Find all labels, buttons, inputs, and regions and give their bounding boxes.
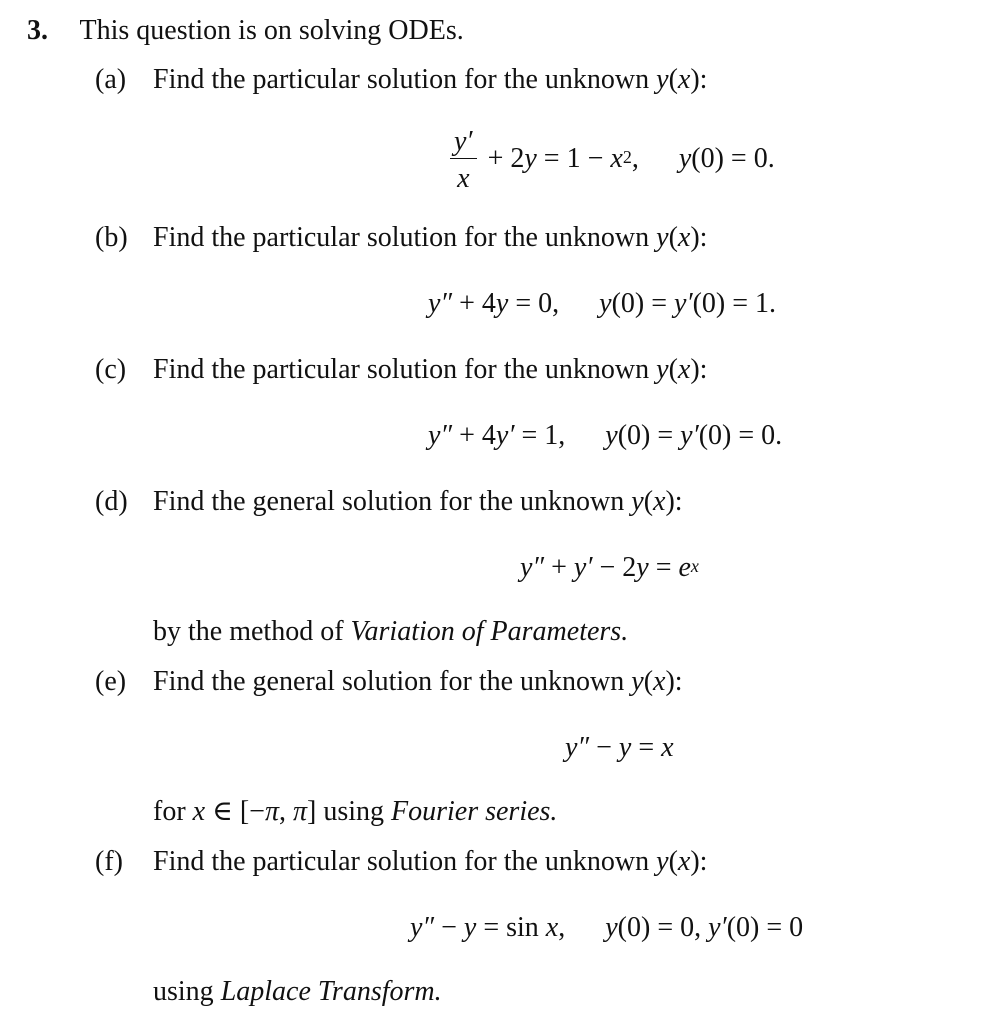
part-e-label: (e) — [95, 666, 127, 697]
part-f-main: y″ − y = sin x, — [410, 912, 566, 943]
part-e-method: Fourier series. — [391, 796, 558, 827]
part-e-follow-text: for x ∈ [−π, π] using — [153, 796, 384, 827]
part-d-follow — [153, 618, 628, 646]
question-intro: This question is on solving ODEs. — [79, 15, 464, 46]
part-b-condition: y(0) = y′(0) = 1. — [599, 288, 777, 319]
part-b-equation — [428, 290, 776, 318]
part-c-main: y″ + 4y′ = 1, — [428, 420, 566, 451]
part-b-main: y″ + 4y = 0, — [428, 288, 560, 319]
part-a-lhs-rest: + $2y = 1 - x^2$, — [487, 142, 639, 174]
part-d-prompt: Find the general solution for the unknown y(x): — [153, 486, 683, 517]
part-a-fraction-numerator: y′ — [450, 128, 477, 159]
part-a-equation — [450, 128, 775, 193]
part-a-condition: y(0) = 0. — [678, 142, 775, 174]
part-a-fraction — [450, 128, 477, 193]
part-e-prompt: Find the general solution for the unknown y(x): — [153, 666, 683, 697]
question-header — [27, 17, 464, 45]
part-e-equation: y″ − y = x — [565, 732, 674, 763]
part-f-method: Laplace Transform. — [220, 976, 442, 1007]
part-a-label: (a) — [95, 64, 127, 95]
part-b-prompt: Find the particular solution for the unknown y(x): — [153, 222, 708, 253]
part-f-condition: y(0) = 0, y′(0) = 0 — [605, 912, 804, 943]
part-f-follow-text: using — [153, 976, 214, 1007]
part-d-equation: $y'' + y' - 2y = e^x$ — [520, 552, 699, 583]
part-c-condition: y(0) = y′(0) = 0. — [605, 420, 783, 451]
part-f-label: (f) — [95, 846, 123, 877]
part-f-prompt: Find the particular solution for the unknown y(x): — [153, 846, 708, 877]
part-c-prompt: Find the particular solution for the unknown y(x): — [153, 354, 708, 385]
question-number: 3. — [27, 15, 48, 46]
part-a-fraction-denominator: x — [457, 163, 470, 194]
part-f-follow — [153, 978, 442, 1006]
part-d-follow-text: by the method of — [153, 616, 344, 647]
part-c-label: (c) — [95, 354, 127, 385]
part-c-equation — [428, 422, 782, 450]
part-f-equation — [410, 914, 803, 942]
part-a-prompt: Find the particular solution for the unknown y(x): — [153, 64, 708, 95]
part-d-label: (d) — [95, 486, 128, 517]
part-b-label: (b) — [95, 222, 128, 253]
part-e-follow — [153, 798, 557, 826]
part-d-method: Variation of Parameters. — [350, 616, 629, 647]
